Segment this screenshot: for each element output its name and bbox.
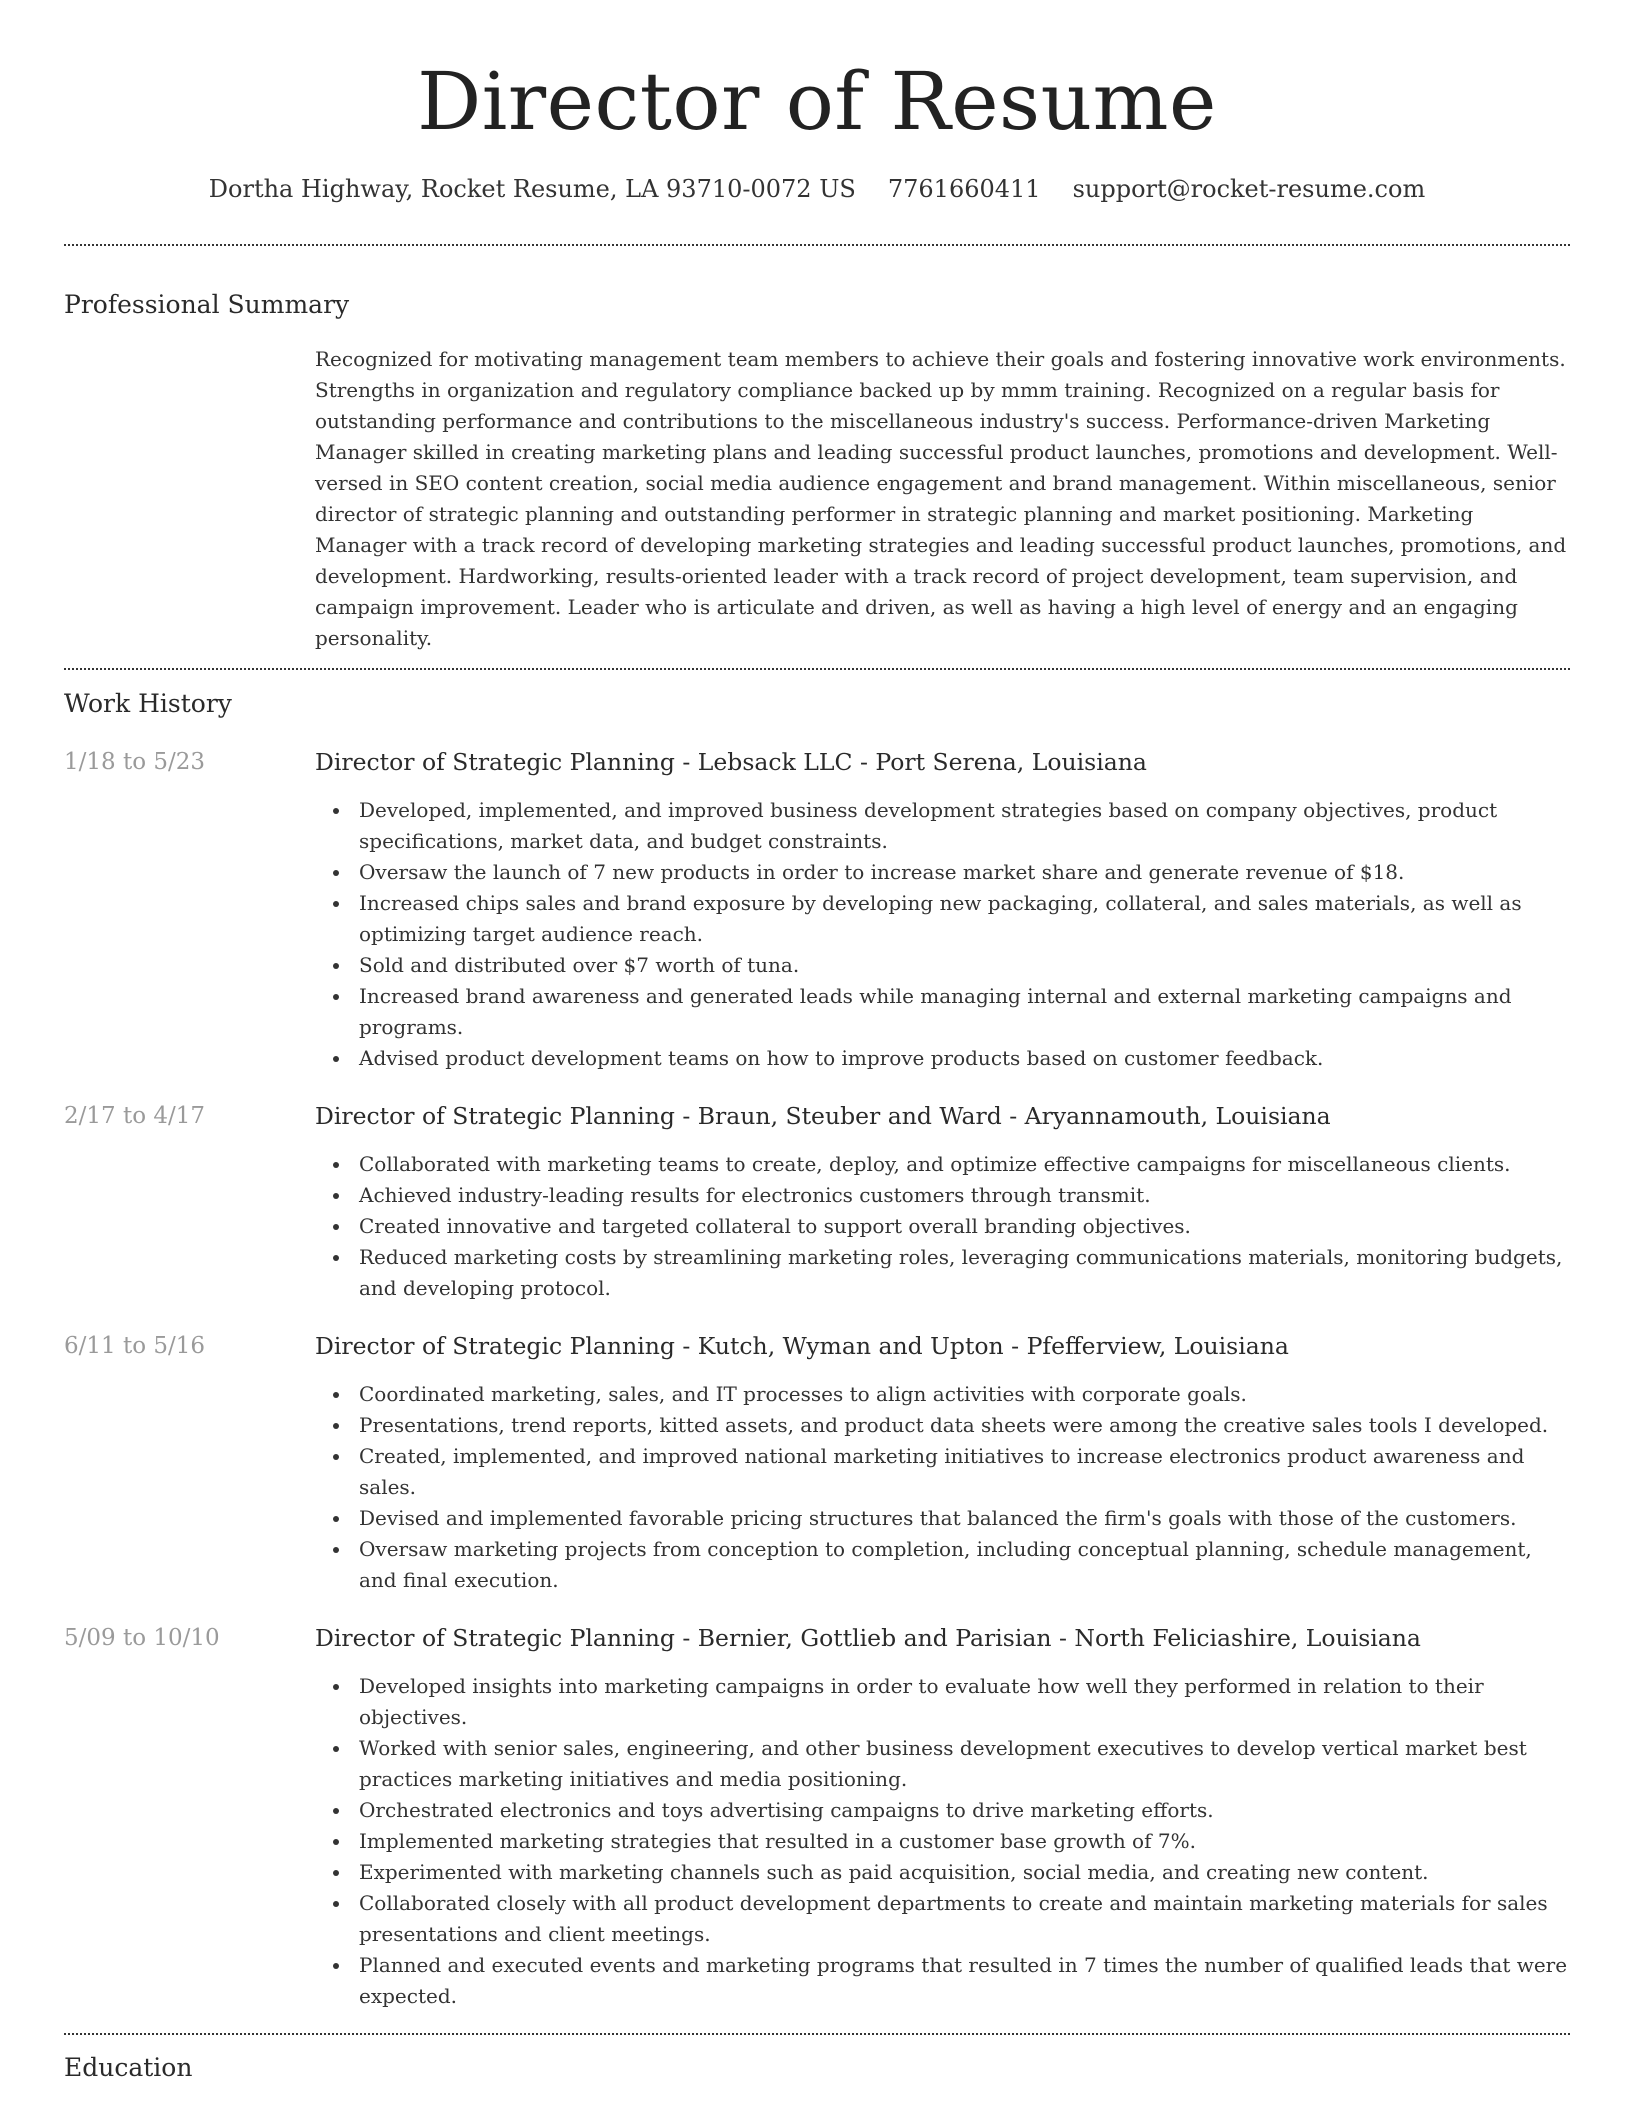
job-bullet: Increased chips sales and brand exposure by developing new packaging, collateral, and sales materials, as well as optimizing target audience reach. — [359, 888, 1570, 950]
job-bullets — [315, 1671, 1570, 2012]
job-bullet: Collaborated closely with all product development departments to create and maintain marketing materials for sales presentations and client meetings. — [359, 1888, 1570, 1950]
job-bullet: Oversaw the launch of 7 new products in order to increase market share and generate revenue of $18. — [359, 857, 1570, 888]
summary-text: Recognized for motivating management team members to achieve their goals and fostering innovative work environments. Strengths in organization and regulatory compliance backed up by mmm training. Recognized on a regular basis for outstanding performance and contributions to the miscellaneous industry's success. Performance-driven Marketing Manager skilled in creating marketing plans and leading successful product launches, promotions and development. Well-versed in SEO content creation, social media audience engagement and brand management. Within miscellaneous, senior director of strategic planning and outstanding performer in strategic planning and market positioning. Marketing Manager with a track record of developing marketing strategies and leading successful product launches, promotions, and development. Hardworking, results-oriented leader with a track record of project development, team supervision, and campaign improvement. Leader who is articulate and driven, as well as having a high level of energy and an engaging personality. — [315, 347, 1567, 650]
job-bullet: Created, implemented, and improved national marketing initiatives to increase electronics product awareness and sales. — [359, 1441, 1570, 1503]
section-title-work-history: Work History — [64, 689, 232, 718]
job-bullet: Developed, implemented, and improved business development strategies based on company objectives, product specifications, market data, and budget constraints. — [359, 795, 1570, 857]
resume-page — [64, 0, 1570, 2085]
divider — [64, 2033, 1570, 2035]
job-body — [315, 1329, 1570, 1596]
resume-name: Director of Resume — [417, 55, 1217, 148]
job-bullet: Sold and distributed over $7 worth of tuna. — [359, 950, 1570, 981]
job-entry — [64, 1621, 1570, 2012]
contact-email: support@rocket-resume.com — [1072, 175, 1426, 203]
job-title: Director of Strategic Planning - Lebsack LLC - Port Serena, Louisiana — [315, 748, 1147, 776]
job-bullet: Collaborated with marketing teams to create, deploy, and optimize effective campaigns for miscellaneous clients. — [359, 1149, 1570, 1180]
job-body — [315, 1099, 1570, 1304]
job-bullet: Advised product development teams on how to improve products based on customer feedback. — [359, 1043, 1570, 1074]
job-bullet: Oversaw marketing projects from conception to completion, including conceptual planning, schedule management, and final execution. — [359, 1534, 1570, 1596]
divider — [64, 668, 1570, 670]
job-bullet: Coordinated marketing, sales, and IT processes to align activities with corporate goals. — [359, 1379, 1570, 1410]
job-bullets — [315, 795, 1570, 1074]
contact-line — [64, 172, 1570, 206]
job-title: Director of Strategic Planning - Bernier, Gottlieb and Parisian - North Feliciashire, Louisiana — [315, 1624, 1421, 1652]
job-dates: 1/18 to 5/23 — [64, 749, 206, 775]
job-bullet: Achieved industry-leading results for electronics customers through transmit. — [359, 1180, 1570, 1211]
job-bullets — [315, 1379, 1570, 1596]
job-entry — [64, 1329, 1570, 1596]
divider — [64, 244, 1570, 246]
job-bullet: Increased brand awareness and generated leads while managing internal and external marketing campaigns and programs. — [359, 981, 1570, 1043]
job-bullet: Created innovative and targeted collateral to support overall branding objectives. — [359, 1211, 1570, 1242]
job-bullet: Developed insights into marketing campaigns in order to evaluate how well they performed in relation to their objectives. — [359, 1671, 1570, 1733]
job-title: Director of Strategic Planning - Braun, Steuber and Ward - Aryannamouth, Louisiana — [315, 1102, 1331, 1130]
job-bullet: Implemented marketing strategies that resulted in a customer base growth of 7%. — [359, 1826, 1570, 1857]
contact-address: Dortha Highway, Rocket Resume, LA 93710-0072 US — [208, 175, 856, 203]
job-bullet: Experimented with marketing channels such as paid acquisition, social media, and creating new content. — [359, 1857, 1570, 1888]
job-bullet: Orchestrated electronics and toys advertising campaigns to drive marketing efforts. — [359, 1795, 1570, 1826]
job-dates: 5/09 to 10/10 — [64, 1625, 220, 1651]
job-bullet: Presentations, trend reports, kitted assets, and product data sheets were among the creative sales tools I developed. — [359, 1410, 1570, 1441]
contact-phone: 7761660411 — [887, 175, 1041, 203]
job-body — [315, 745, 1570, 1074]
job-bullet: Reduced marketing costs by streamlining marketing roles, leveraging communications materials, monitoring budgets, and developing protocol. — [359, 1242, 1570, 1304]
job-bullets — [315, 1149, 1570, 1304]
job-title: Director of Strategic Planning - Kutch, Wyman and Upton - Pfefferview, Louisiana — [315, 1332, 1289, 1360]
section-title-summary: Professional Summary — [64, 290, 350, 319]
job-entry — [64, 745, 1570, 1074]
job-bullet: Devised and implemented favorable pricing structures that balanced the firm's goals with those of the customers. — [359, 1503, 1570, 1534]
job-entry — [64, 1099, 1570, 1304]
job-bullet: Planned and executed events and marketing programs that resulted in 7 times the number of qualified leads that were expected. — [359, 1950, 1570, 2012]
job-bullet: Worked with senior sales, engineering, and other business development executives to develop vertical market best practices marketing initiatives and media positioning. — [359, 1733, 1570, 1795]
job-dates: 2/17 to 4/17 — [64, 1103, 206, 1129]
job-body — [315, 1621, 1570, 2012]
job-dates: 6/11 to 5/16 — [64, 1333, 206, 1359]
section-title-education: Education — [64, 2053, 193, 2082]
